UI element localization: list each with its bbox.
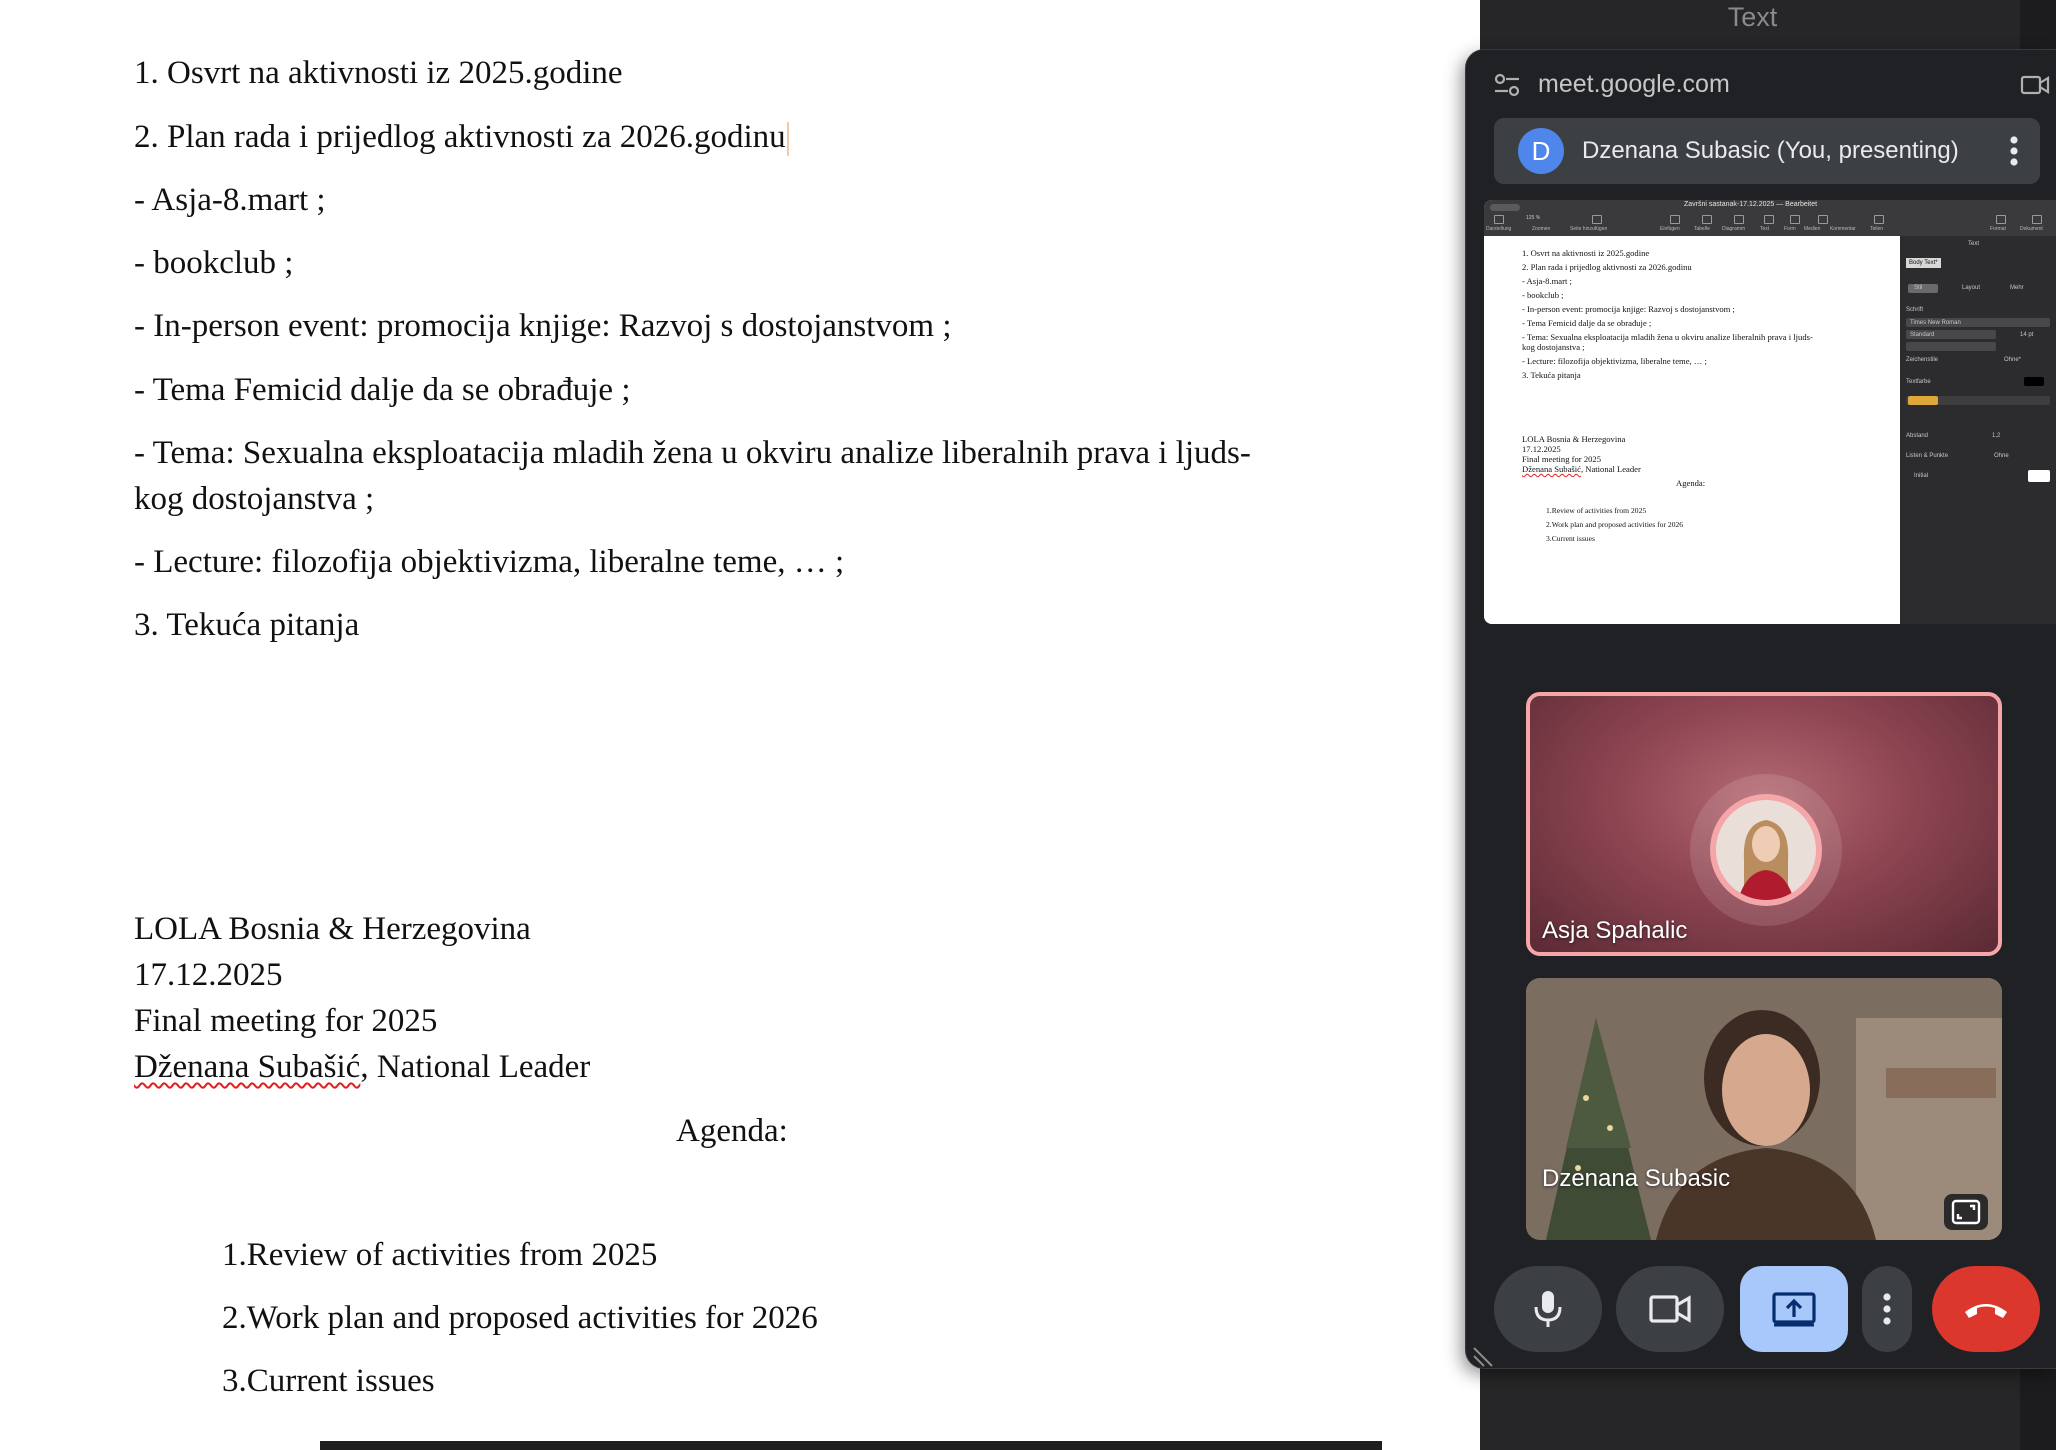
video-camera-icon — [1648, 1293, 1692, 1325]
person-silhouette-icon — [1716, 800, 1816, 900]
pages-window-title: Završni sastanak-17.12.2025 — Bearbeitet — [1684, 201, 1818, 208]
doc-line: - In-person event: promocija knjige: Razvoj s dostojanstvom ; — [134, 308, 952, 344]
author-role: , National Leader — [360, 1049, 591, 1085]
toolbar-label: Form — [1784, 226, 1796, 232]
text-caret — [787, 122, 789, 156]
pages-zoom: 125 % — [1526, 215, 1541, 221]
toolbar-icon — [1790, 215, 1800, 224]
expand-icon — [1944, 1194, 1988, 1230]
more-options-icon[interactable] — [1994, 131, 2034, 171]
thumb-charstyles-value: Ohne* — [2004, 357, 2022, 363]
toolbar-icon — [1592, 215, 1602, 224]
doc-line: - bookclub ; — [134, 245, 294, 281]
toolbar-label: Tabelle — [1694, 226, 1710, 232]
thumb-author-role: , National Leader — [1580, 464, 1641, 474]
thumb-meeting: Final meeting for 2025 — [1522, 454, 1602, 464]
thumb-initial-box — [2028, 470, 2050, 482]
thumb-line: - Asja-8.mart ; — [1522, 276, 1572, 286]
more-vert-icon — [1882, 1292, 1892, 1326]
toolbar-label: Diagramm — [1722, 226, 1746, 232]
shared-document-page — [1484, 236, 1900, 624]
thumb-line: - Tema: Sexualna eksploatacija mladih žena u okviru analize liberalnih prava i ljuds- — [1522, 332, 1813, 342]
thumb-initial-label: Initial — [1914, 473, 1929, 479]
expand-tile-button[interactable] — [1944, 1194, 1988, 1230]
thumb-tab-bg — [1908, 284, 1938, 293]
thumb-lists-label: Listen & Punkte — [1906, 453, 1949, 459]
thumb-line: - Tema Femicid dalje da se obrađuje ; — [1522, 318, 1652, 328]
thumb-line: - In-person event: promocija knjige: Razvoj s dostojanstvom ; — [1522, 304, 1735, 314]
thumb-tab: Layout — [1962, 285, 1981, 291]
toolbar-label: Kommentar — [1830, 226, 1856, 232]
agenda-item: 1.Review of activities from 2025 — [222, 1237, 658, 1273]
participant-tile-self[interactable] — [1526, 978, 2002, 1240]
camera-button[interactable] — [1616, 1266, 1724, 1352]
doc-line: - Asja-8.mart ; — [134, 182, 326, 218]
toolbar-label: Dokument — [2020, 226, 2043, 232]
meet-pip-window[interactable] — [1466, 50, 2056, 1368]
doc-line: 3. Tekuća pitanja — [134, 607, 360, 643]
thumb-line: 1. Osvrt na aktivnosti iz 2025.godine — [1522, 248, 1650, 258]
presenter-avatar: D — [1518, 128, 1564, 174]
participant-tile-active[interactable] — [1526, 692, 2002, 956]
participant-name: Dzenana Subasic — [1542, 1165, 1731, 1192]
thumb-line: - Lecture: filozofija objektivizma, liberalne teme, … ; — [1522, 356, 1707, 366]
participant-avatar — [1710, 794, 1822, 906]
leave-call-button[interactable] — [1932, 1266, 2040, 1352]
toolbar-icon — [1734, 215, 1744, 224]
thumb-agenda-item: 1.Review of activities from 2025 — [1546, 506, 1647, 515]
toolbar-label: Zoomen — [1532, 226, 1551, 232]
doc-line: - Tema: Sexualna eksploatacija mladih žena u okviru analize liberalnih prava i ljuds- — [134, 435, 1251, 471]
thumb-author — [1522, 464, 1641, 474]
toolbar-label: Seite hinzufügen — [1570, 226, 1608, 232]
thumb-align-active — [1908, 396, 1938, 405]
toolbar-icon — [1702, 215, 1712, 224]
doc-line-text: 2. Plan rada i prijedlog aktivnosti za 2026.godinu — [134, 119, 786, 155]
microphone-button[interactable] — [1494, 1266, 1602, 1352]
toolbar-icon — [2032, 215, 2042, 224]
doc-line: - Lecture: filozofija objektivizma, liberalne teme, … ; — [134, 544, 845, 580]
agenda-item: 2.Work plan and proposed activities for 2026 — [222, 1300, 818, 1336]
traffic-lights — [1490, 204, 1520, 211]
microphone-icon — [1531, 1289, 1565, 1329]
doc-author — [134, 1047, 590, 1087]
present-screen-button[interactable] — [1740, 1266, 1848, 1352]
toolbar-label: Text — [1760, 226, 1770, 232]
doc-line: kog dostojanstva ; — [134, 481, 375, 517]
doc-date: 17.12.2025 — [134, 957, 283, 993]
resize-handle-icon[interactable] — [1470, 1342, 1496, 1368]
meet-url: meet.google.com — [1538, 70, 1730, 98]
thumb-inspector-header: Text — [1968, 241, 1980, 247]
toolbar-icon — [1818, 215, 1828, 224]
pages-toolbar — [1484, 200, 2056, 236]
toolbar-icon — [1494, 215, 1504, 224]
thumb-line: kog dostojanstva ; — [1522, 342, 1585, 352]
thumb-org: LOLA Bosnia & Herzegovina — [1522, 434, 1626, 444]
thumb-line: - bookclub ; — [1522, 290, 1564, 300]
site-settings-icon[interactable] — [1494, 72, 1520, 98]
toolbar-icon — [1670, 215, 1680, 224]
thumb-textcolor-swatch — [2024, 377, 2044, 386]
shared-screen-preview[interactable] — [1484, 200, 2056, 624]
thumb-paragraph-style: Body Text* — [1906, 258, 1941, 268]
present-to-all-icon — [1771, 1290, 1817, 1328]
thumb-line: 2. Plan rada i prijedlog aktivnosti za 2026.godinu — [1522, 262, 1692, 272]
toolbar-label: Teilen — [1870, 226, 1884, 232]
thumb-agenda-item: 3.Current issues — [1546, 534, 1595, 543]
presenter-label: Dzenana Subasic (You, presenting) — [1582, 137, 1959, 164]
thumb-date: 17.12.2025 — [1522, 444, 1561, 454]
shared-inspector — [1900, 236, 2056, 624]
doc-line: - Tema Femicid dalje da se obrađuje ; — [134, 372, 631, 408]
toolbar-label: Format — [1990, 226, 2006, 232]
toolbar-icon — [1764, 215, 1774, 224]
thumb-font-style: Standard — [1910, 332, 1935, 338]
thumb-author-name: Dženana Subašić — [1522, 464, 1581, 474]
thumb-agenda-item: 2.Work plan and proposed activities for 2026 — [1546, 520, 1684, 529]
inspector-title: Text — [1727, 2, 1778, 32]
thumb-font-section: Schrift — [1906, 307, 1924, 313]
more-options-button[interactable] — [1862, 1266, 1912, 1352]
doc-bottom-bar — [320, 1441, 1382, 1450]
thumb-charstyles-label: Zeichenstile — [1906, 357, 1939, 363]
agenda-item: 3.Current issues — [222, 1363, 435, 1399]
toolbar-label: Einfügen — [1660, 226, 1680, 232]
thumb-spacing-label: Abstand — [1906, 433, 1929, 439]
thumb-tab: Stil — [1914, 285, 1923, 291]
agenda-title: Agenda: — [676, 1113, 788, 1149]
thumb-font-name: Times New Roman — [1910, 320, 1961, 326]
thumb-font-size: 14 pt — [2020, 332, 2034, 338]
thumb-tab: Mehr — [2010, 285, 2024, 291]
video-camera-icon[interactable] — [2020, 72, 2050, 98]
meet-url-bar — [1466, 50, 2056, 120]
doc-line — [134, 117, 789, 157]
thumb-line: 3. Tekuća pitanja — [1522, 370, 1581, 380]
camera-video-feed — [1526, 978, 2002, 1240]
thumb-lists-value: Ohne — [1994, 453, 2009, 459]
presenter-row[interactable] — [1494, 118, 2040, 184]
thumb-agenda-title: Agenda: — [1676, 478, 1706, 488]
author-name: Dženana Subašić — [134, 1049, 361, 1085]
hang-up-icon — [1962, 1298, 2010, 1320]
toolbar-label: Darstellung — [1486, 226, 1512, 232]
toolbar-icon — [1874, 215, 1884, 224]
thumb-spacing-value: 1,2 — [1992, 433, 2001, 439]
doc-meeting: Final meeting for 2025 — [134, 1003, 438, 1039]
thumb-textcolor-label: Textfarbe — [1906, 379, 1931, 385]
thumb-biu-box — [1906, 342, 1996, 351]
toolbar-label: Medien — [1804, 226, 1821, 232]
doc-line: 1. Osvrt na aktivnosti iz 2025.godine — [134, 55, 623, 91]
doc-org: LOLA Bosnia & Herzegovina — [134, 911, 531, 947]
avatar-photo — [1716, 800, 1816, 900]
participant-name: Asja Spahalic — [1542, 917, 1688, 944]
toolbar-icon — [1996, 215, 2006, 224]
